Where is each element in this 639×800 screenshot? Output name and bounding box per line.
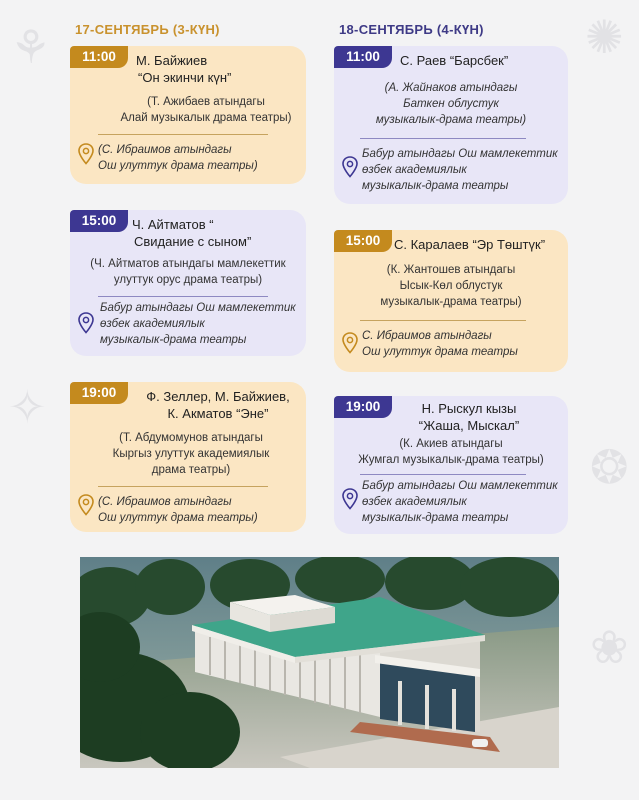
divider [98, 486, 268, 487]
event-time-badge: 19:00 [70, 382, 128, 404]
map-pin-icon [342, 332, 358, 354]
event-venue: (С. Ибраимов атындагы Ош улуттук драма театры) [98, 144, 258, 172]
event-title: Ф. Зеллер, М. Байжиев, К. Акматов “Эне” [146, 389, 290, 421]
event-title: М. Байжиев “Он экинчи күн” [136, 53, 232, 85]
divider [98, 134, 268, 135]
event-theatre: (Т. Ажибаев атындагы Алай музыкалык драма театры) [120, 96, 292, 124]
event-venue: Бабур атындагы Ош мамлекеттик өзбек академиялык музыкалык-драма театры [100, 302, 296, 346]
background-petroglyph-decoration: ❀ [590, 620, 629, 674]
event-title: С. Каралаев “Эр Төштүк” [394, 237, 546, 252]
map-pin-icon [342, 488, 358, 510]
background-petroglyph-decoration: ⚘ [10, 20, 52, 74]
event-time-badge: 15:00 [334, 230, 392, 252]
event-venue: Бабур атындагы Ош мамлекеттик өзбек академиялык музыкалык-драма театры [362, 480, 558, 524]
map-pin-icon [342, 156, 358, 178]
day-1-heading: 17-СЕНТЯБРЬ (3-КҮН) [75, 22, 220, 37]
event-theatre: (А. Жайнаков атындагы Баткен облустук музыкалык-драма театры) [375, 82, 527, 126]
event-title: Н. Рыскул кызы “Жаша, Мыскал” [418, 401, 520, 433]
divider [360, 138, 526, 139]
event-time-badge: 15:00 [70, 210, 128, 232]
map-pin-icon [78, 312, 94, 334]
event-venue: С. Ибраимов атындагы Ош улуттук драма театры [362, 330, 518, 358]
background-petroglyph-decoration: ✺ [585, 10, 624, 64]
event-theatre: (Т. Абдумомунов атындагы Кыргыз улуттук академиялык драма театры) [112, 432, 270, 476]
event-card [70, 46, 306, 184]
map-pin-icon [78, 494, 94, 516]
event-time-badge: 11:00 [70, 46, 128, 68]
divider [360, 474, 526, 475]
event-card [334, 396, 568, 534]
event-card [70, 210, 306, 356]
event-time-badge: 11:00 [334, 46, 392, 68]
event-theatre: (К. Жантошев атындагы Ысык-Көл облустук музыкалык-драма театры) [380, 264, 522, 308]
event-card [334, 46, 568, 204]
map-pin-icon [78, 143, 94, 165]
background-petroglyph-decoration: ❂ [590, 440, 629, 494]
event-venue: Бабур атындагы Ош мамлекеттик өзбек академиялык музыкалык-драма театры [362, 148, 558, 192]
theatre-building-illustration [80, 557, 559, 768]
event-venue: (С. Ибраимов атындагы Ош улуттук драма театры) [98, 496, 258, 524]
event-card [70, 382, 306, 532]
divider [360, 320, 526, 321]
background-petroglyph-decoration: ✧ [8, 380, 47, 434]
event-theatre: (К. Акиев атындагы Жумгал музыкалык-драма театры) [358, 438, 544, 466]
theatre-building-image [80, 557, 559, 768]
event-title: С. Раев “Барсбек” [400, 53, 509, 68]
event-time-badge: 19:00 [334, 396, 392, 418]
event-title: Ч. Айтматов “ Свидание с сыном” [132, 217, 252, 249]
divider [98, 296, 268, 297]
day-2-heading: 18-СЕНТЯБРЬ (4-КҮН) [339, 22, 484, 37]
event-theatre: (Ч. Айтматов атындагы мамлекеттик улуттук орус драма театры) [90, 258, 286, 286]
event-card [334, 230, 568, 372]
